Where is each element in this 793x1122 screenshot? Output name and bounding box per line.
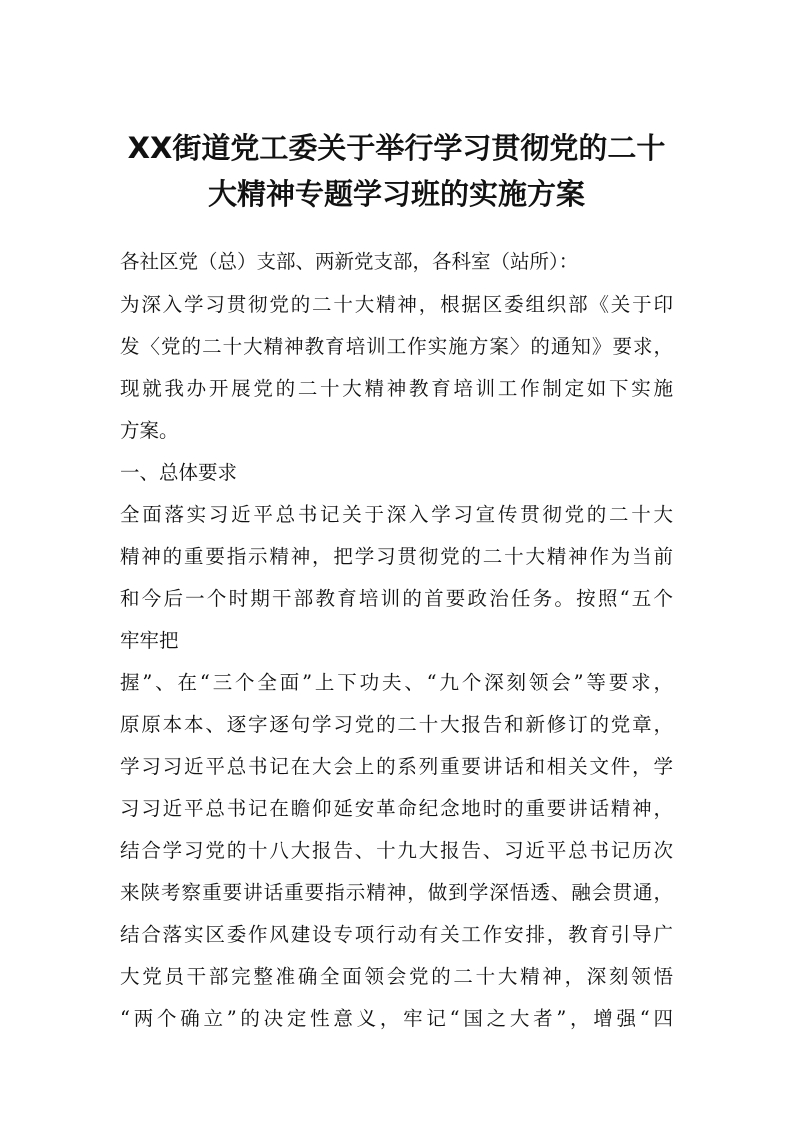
paragraph-line: 精神的重要指示精神，把学习贯彻党的二十大精神作为当前 [120, 545, 673, 568]
paragraph-line: 结合学习党的十八大报告、十九大报告、习近平总书记历次 [120, 839, 673, 862]
paragraph-line: 习习近平总书记在瞻仰延安革命纪念地时的重要讲话精神， [120, 797, 673, 820]
paragraph-line: 和今后一个时期干部教育培训的首要政治任务。按照“五个 [120, 587, 673, 610]
paragraph-line: 发〈党的二十大精神教育培训工作实施方案〉的通知》要求， [120, 335, 673, 358]
paragraph-line: “两个确立”的决定性意义，牢记“国之大者”，增强“四 [120, 1007, 673, 1030]
document-title-line-2: 大精神专题学习班的实施方案 [207, 177, 585, 211]
paragraph-line: 牢牢把 [120, 629, 179, 652]
section-heading: 一、总体要求 [120, 461, 238, 484]
paragraph-line: 握”、在“三个全面”上下功夫、“九个深刻领会”等要求， [120, 671, 673, 694]
salutation: 各社区党（总）支部、两新党支部，各科室（站所）： [120, 250, 579, 273]
document-title-line-1: XX街道党工委关于举行学习贯彻党的二十 [127, 131, 666, 165]
paragraph-line: 学习习近平总书记在大会上的系列重要讲话和相关文件，学 [120, 755, 673, 778]
paragraph-line: 现就我办开展党的二十大精神教育培训工作制定如下实施 [120, 377, 673, 400]
paragraph-line: 原原本本、逐字逐句学习党的二十大报告和新修订的党章， [120, 713, 673, 736]
paragraph-line: 为深入学习贯彻党的二十大精神，根据区委组织部《关于印 [120, 293, 673, 316]
paragraph-line: 方案。 [120, 419, 179, 442]
paragraph-line: 来陕考察重要讲话重要指示精神，做到学深悟透、融会贯通， [120, 881, 673, 904]
paragraph-line: 结合落实区委作风建设专项行动有关工作安排，教育引导广 [120, 923, 673, 946]
paragraph-line: 大党员干部完整准确全面领会党的二十大精神，深刻领悟 [120, 965, 673, 988]
paragraph-line: 全面落实习近平总书记关于深入学习宣传贯彻党的二十大 [120, 503, 673, 526]
